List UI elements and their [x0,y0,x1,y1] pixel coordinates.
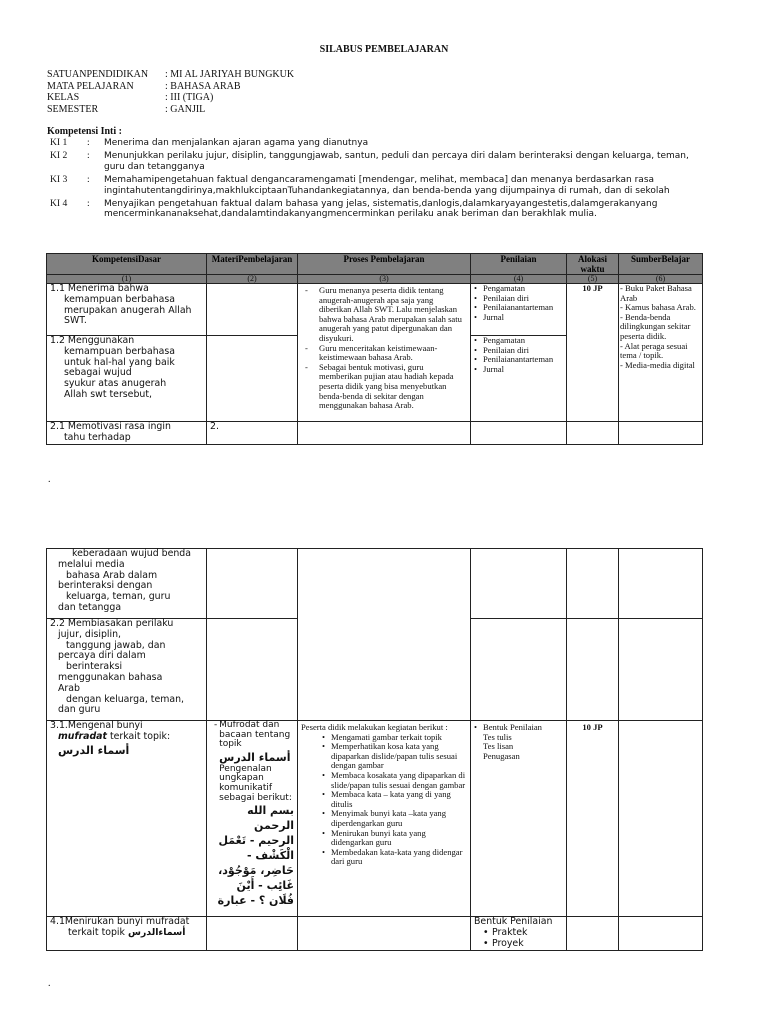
table-number-row: (1) (2) (3) (4) (5) (6) [47,275,703,284]
table-header-row [47,254,703,275]
header-kd: KompetensiDasar [47,254,207,275]
table-row [47,284,703,336]
header-proses: Proses Pembelajaran [298,254,471,275]
syllabus-table-continued [46,548,703,951]
list-item: - Guru menceritakan keistimewaan-keistimewaan bahasa Arab. [305,342,438,363]
list-item: - Guru menanya peserta didik tentang anugerah-anugerah apa saja yang diberikan Allah SWT. Lalu menjelaskan bahwa bahasa Arab merupakan salah satu anugerah yang patut dipergunakan dan disyukuri. [305,285,462,343]
ki-item: KI 1 : Menerima dan menjalankan ajaran agama yang dianutnya [50,137,369,148]
ki-item: KI 2 : Menunjukkan perilaku jujur, disiplin, tanggungjawab, santun, peduli dan percaya diri dalam berinteraksi dengan keluarga, teman, guru dan tetangganya [50,150,689,172]
identity-block [47,69,294,115]
alokasi-cell-3-1: 10 JP [567,721,619,917]
table-row [47,549,703,619]
kd-2-1-continued: keberadaan wujud benda melalui media bahasa Arab dalam berinteraksi dengan keluarga, teman, guru dan tetangga [47,549,207,619]
kd-1-2: 1.2 Menggunakan kemampuan berbahasa untuk hal-hal yang baik sebagai wujud syukur atas anugerah Allah swt tersebut, [47,336,207,422]
alokasi-cell-1: 10 JP [567,284,619,422]
list-item: - Sebagai bentuk motivasi, guru memberikan pujian atau hadiah kepada peserta didik yang bisa menyebutkan benda-benda di sekitar dengan menggunakan bahasa Arab. [305,361,454,411]
penilaian-cell-1: • Pengamatan • Penilaian diri • Penilaianantarteman • Jurnal [471,284,567,336]
penilaian-cell-2: • Pengamatan • Penilaian diri • Penilaianantarteman • Jurnal [471,336,567,422]
ki-item: KI 3 : Memahamipengetahuan faktual dengancaramengamati [mendengar, melihat, membaca] dan menanya berdasarkan rasa ingintahutentangdirinya,makhlukciptaanTuhandankegiatannya, dan benda-benda yang dijumpainya di rumah, dan di sekolah [50,174,670,196]
kd-2-1: 2.1 Memotivasi rasa ingin tahu terhadap [47,422,207,445]
header-penilaian: Penilaian [471,254,567,275]
table-row [47,721,703,917]
header-alokasi: Alokasi waktu [567,254,619,275]
proses-cell-1 [298,284,471,422]
identity-row: SATUANPENDIDIKAN : MI AL JARIYAH BUNGKUK [47,69,295,80]
page-marker: . [48,474,51,485]
header-sumber: SumberBelajar [619,254,703,275]
ki-heading: Kompetensi Inti : [47,126,122,137]
kd-2-2: 2.2 Membiasakan perilaku jujur, disiplin, tanggung jawab, dan percaya diri dalam berinteraksi menggunakan bahasa Arab dengan keluarga, teman, dan guru [47,619,207,721]
ki-item: KI 4 : Menyajikan pengetahuan faktual dalam bahasa yang jelas, sistematis,danlogis,dalamkaryayangestetis,dalamgerakanyang mencerminkananaksehat,dandalamtindakanyangmencerminkan perilaku anak beriman dan berakhlak mulia. [50,198,658,220]
identity-row: KELAS : III (TIGA) [47,92,214,103]
ki-list [50,138,710,223]
table-row: 2.1 Memotivasi rasa ingin tahu terhadap 2. [47,422,703,445]
proses-cell-3-1: Peserta didik melakukan kegiatan berikut : • Mengamati gambar terkait topik • Memperhatikan kosa kata yang dipaparkan dislide/papan tulis sesuai dengan gambar • Membaca kosakata yang dipaparkan di slide/papan tulis sesuai dengan gambar • Membaca kata – kata yang di yang ditulis • Menyimak bunyi kata –kata yang diperdengarkan guru • Menirukan bunyi kata yang didengarkan guru • Membedakan kata-kata yang didengar dari guru [298,721,471,917]
page-marker: . [48,978,51,989]
table-row [47,917,703,951]
materi-3-1: - Mufrodat dan bacaan tentang topik أسماء الدرس Pengenalan ungkapan komunikatif sebagai berikut: بسم الله الرحمن الرحيم - تَعْمَل الْكَشْف - حَاضِر، مَوْجُوْد، غَائِب - أَيْنَ فُلَان ؟ - عبارة [207,721,298,917]
kd-1-1: 1.1 Menerima bahwa kemampuan berbahasa merupakan anugerah Allah SWT. [47,284,207,336]
header-materi: MateriPembelajaran [207,254,298,275]
identity-row: SEMESTER : GANJIL [47,103,206,115]
syllabus-table [46,253,703,445]
penilaian-cell-3-1: • Bentuk Penilaian Tes tulis Tes lisan Penugasan [471,721,567,917]
kd-4-1: 4.1Menirukan bunyi mufradat terkait topik أسماءالدرس [47,917,207,951]
sumber-cell: - Buku Paket Bahasa Arab - Kamus bahasa Arab. - Benda-benda dilingkungan sekitar peserta didik. - Alat peraga sesuai tema / topik. - Media-media digital [619,284,703,422]
identity-row: MATA PELAJARAN : BAHASA ARAB [47,80,241,92]
page-title: SILABUS PEMBELAJARAN [319,44,449,55]
kd-3-1: 3.1.Mengenal bunyi mufradat terkait topik: أسماء الدرس [47,721,207,917]
penilaian-cell-4-1: Bentuk Penilaian • Praktek • Proyek [471,917,567,951]
